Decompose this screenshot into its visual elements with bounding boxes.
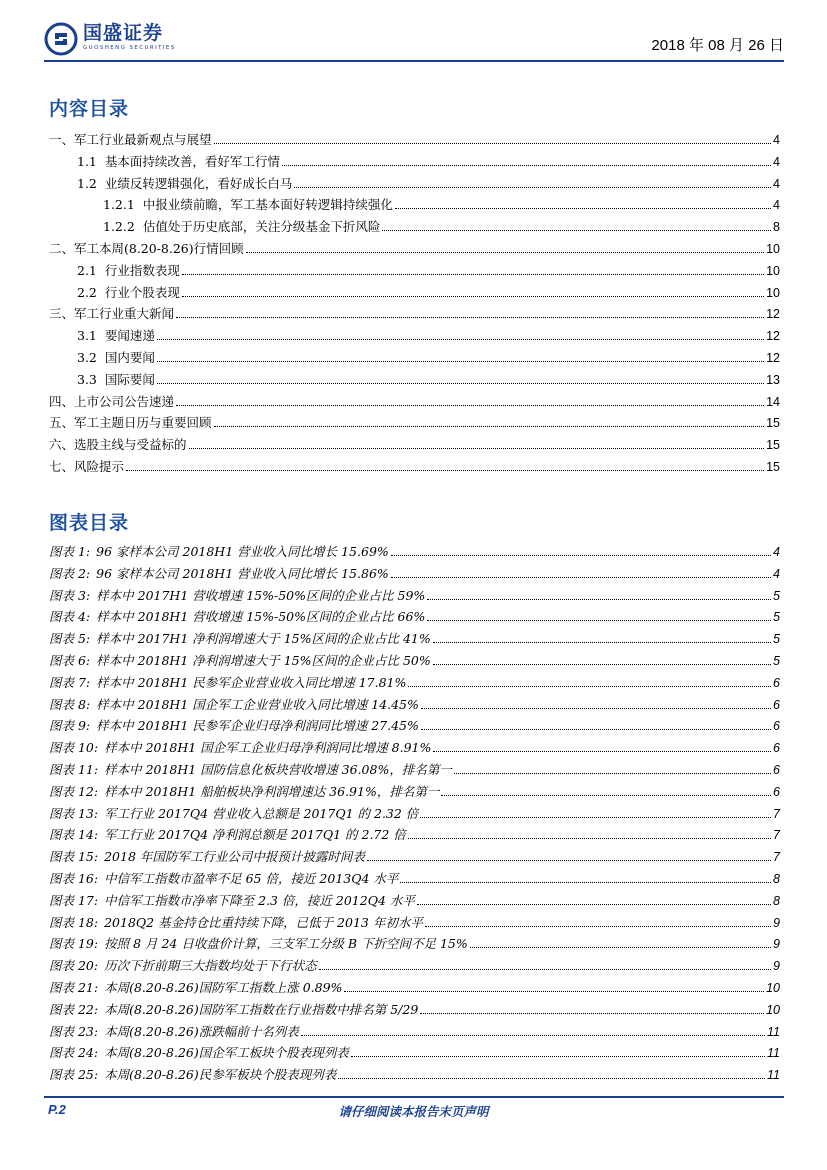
- entry-page-number: 4: [773, 133, 780, 147]
- toc-entry[interactable]: [49, 130, 780, 152]
- dot-leader: [427, 599, 771, 600]
- entry-page-number: 5: [773, 632, 780, 647]
- entry-number: 图表 21:: [49, 979, 99, 995]
- dot-leader: [391, 577, 771, 578]
- entry-title: 按照 8 月 24 日收盘价计算，三支军工分级 B 下折空间不足 15%: [104, 936, 468, 952]
- figure-entry[interactable]: [49, 978, 780, 1000]
- entry-title: 2018Q2 基金持仓比重持续下降，已低于 2013 年初水平: [104, 914, 423, 930]
- toc-entry[interactable]: [49, 195, 780, 217]
- dot-leader: [408, 686, 771, 687]
- report-date: 2018 年 08 月 26 日: [651, 37, 784, 54]
- contents-title: 内容目录: [49, 98, 130, 120]
- entry-number: 图表 16:: [49, 870, 99, 886]
- figure-entry[interactable]: [49, 564, 780, 586]
- entry-page-number: 12: [766, 350, 780, 365]
- toc-entry[interactable]: [49, 174, 780, 196]
- dot-leader: [176, 405, 764, 406]
- entry-number: 图表 22:: [49, 1001, 99, 1017]
- entry-title: 国内要闻: [104, 349, 155, 365]
- toc-entry[interactable]: [49, 392, 780, 414]
- entry-number: 图表 19:: [49, 936, 99, 952]
- entry-number: 图表 15:: [49, 849, 99, 865]
- entry-page-number: 6: [773, 675, 780, 690]
- entry-number: 图表 1:: [49, 544, 91, 559]
- entry-title: 96 家样本公司 2018H1 营业收入同比增长 15.69%: [96, 544, 389, 559]
- entry-title: 五、军工主题日历与重要回顾: [49, 415, 212, 431]
- entry-number: 1.2: [77, 175, 97, 191]
- entry-page-number: 15: [766, 459, 780, 474]
- dot-leader: [425, 926, 771, 927]
- entry-number: 3.3: [77, 371, 97, 387]
- company-logo: [44, 22, 176, 62]
- entry-page-number: 8: [773, 893, 780, 908]
- entry-title: 要闻速递: [104, 328, 155, 344]
- figure-entry[interactable]: [49, 607, 780, 629]
- toc-entry[interactable]: [49, 413, 780, 435]
- figure-entry[interactable]: [49, 695, 780, 717]
- dot-leader: [157, 383, 764, 384]
- entry-title: 军工行业 2017Q4 营业收入总额是 2017Q1 的 2.32 倍: [104, 805, 419, 821]
- dot-leader: [282, 165, 771, 166]
- page-header: [44, 22, 784, 62]
- entry-title: 样本中 2018H1 净利润增速大于 15%区间的企业占比 50%: [96, 652, 431, 668]
- toc-entry[interactable]: [49, 283, 780, 305]
- dot-leader: [338, 1078, 765, 1079]
- guosheng-logo-icon: [44, 22, 78, 56]
- entry-title: 2018 年国防军工行业公司中报预计披露时间表: [104, 849, 365, 865]
- entry-number: 图表 24:: [49, 1045, 99, 1061]
- entry-page-number: 15: [766, 438, 780, 453]
- entry-number: 1.2.2: [103, 219, 135, 235]
- entry-title: 四、上市公司公告速递: [49, 393, 175, 409]
- entry-number: 图表 5:: [49, 631, 91, 647]
- dot-leader: [433, 751, 771, 752]
- dot-leader: [344, 991, 764, 992]
- toc-entry[interactable]: [49, 457, 780, 479]
- dot-leader: [182, 296, 764, 297]
- entry-page-number: 6: [773, 719, 780, 734]
- figure-entry[interactable]: [49, 1043, 780, 1065]
- figure-entry[interactable]: [49, 869, 780, 891]
- dot-leader: [433, 664, 771, 665]
- dot-leader: [433, 642, 771, 643]
- entry-title: 样本中 2018H1 国企军工企业营业收入同比增速 14.45%: [96, 696, 419, 712]
- dot-leader: [420, 1013, 764, 1014]
- entry-title: 样本中 2018H1 国企军工企业归母净利润同比增速 8.91%: [104, 740, 432, 756]
- toc-entry[interactable]: [49, 370, 780, 392]
- dot-leader: [454, 773, 771, 774]
- entry-page-number: 10: [766, 263, 780, 278]
- entry-title: 中信军工指数市净率下降至 2.3 倍，接近 2012Q4 水平: [104, 892, 415, 908]
- dot-leader: [421, 708, 771, 709]
- entry-title: 一、军工行业最新观点与展望: [49, 132, 212, 147]
- figure-entry[interactable]: [49, 651, 780, 673]
- dot-leader: [319, 969, 771, 970]
- entry-number: 3.1: [77, 328, 97, 344]
- entry-page-number: 11: [767, 1024, 780, 1039]
- dot-leader: [395, 208, 771, 209]
- figure-entry[interactable]: [49, 716, 780, 738]
- figure-entry[interactable]: [49, 629, 780, 651]
- entry-title: 96 家样本公司 2018H1 营业收入同比增长 15.86%: [96, 565, 389, 581]
- header-divider: [44, 60, 784, 62]
- entry-page-number: 5: [773, 653, 780, 668]
- figure-entry[interactable]: [49, 760, 780, 782]
- dot-leader: [400, 882, 771, 883]
- figure-entry[interactable]: [49, 1022, 780, 1044]
- entry-page-number: 5: [773, 588, 780, 603]
- entry-title: 本周(8.20-8.26)国防军工指数上涨 0.89%: [104, 979, 343, 995]
- figure-entry[interactable]: [49, 673, 780, 695]
- entry-number: 图表 25:: [49, 1067, 99, 1083]
- entry-title: 本周(8.20-8.26)涨跌幅前十名列表: [104, 1023, 299, 1039]
- dot-leader: [351, 1056, 765, 1057]
- entry-page-number: 10: [766, 1002, 780, 1017]
- entry-title: 行业指数表现: [104, 262, 180, 278]
- figure-entry[interactable]: [49, 542, 780, 564]
- dot-leader: [176, 317, 764, 318]
- entry-page-number: 4: [773, 154, 780, 169]
- entry-number: 图表 18:: [49, 914, 99, 930]
- entry-title: 六、选股主线与受益标的: [49, 437, 187, 453]
- entry-page-number: 4: [773, 566, 780, 581]
- figure-entry[interactable]: [49, 738, 780, 760]
- entry-number: 图表 23:: [49, 1023, 99, 1039]
- entry-title: 军工行业 2017Q4 净利润总额是 2017Q1 的 2.72 倍: [104, 827, 406, 843]
- entry-number: 图表 4:: [49, 609, 91, 625]
- entry-page-number: 15: [766, 416, 780, 431]
- logo-english-name: GUOSHENG SECURITIES: [83, 45, 176, 51]
- toc-entry[interactable]: [49, 435, 780, 457]
- entry-page-number: 6: [773, 741, 780, 756]
- entry-number: 图表 13:: [49, 805, 99, 821]
- entry-page-number: 5: [773, 610, 780, 625]
- entry-number: 图表 9:: [49, 718, 91, 734]
- entry-page-number: 10: [766, 285, 780, 300]
- entry-number: 图表 10:: [49, 740, 99, 756]
- entry-page-number: 10: [766, 980, 780, 995]
- entry-number: 2.2: [77, 284, 97, 300]
- entry-page-number: 9: [773, 959, 780, 974]
- entry-page-number: 9: [773, 937, 780, 952]
- toc-entry[interactable]: [49, 239, 780, 261]
- dot-leader: [427, 620, 771, 621]
- entry-number: 图表 3:: [49, 587, 91, 603]
- entry-title: 样本中 2018H1 民参军企业营业收入同比增速 17.81%: [96, 674, 407, 690]
- figure-entry[interactable]: [49, 804, 780, 826]
- dot-leader: [417, 904, 771, 905]
- dot-leader: [421, 729, 771, 730]
- entry-number: 图表 11:: [49, 761, 99, 777]
- entry-page-number: 8: [773, 871, 780, 886]
- entry-title: 历次下折前期三大指数均处于下行状态: [104, 958, 317, 974]
- dot-leader: [182, 274, 764, 275]
- entry-title: 中报业绩前瞻，军工基本面好转逻辑持续强化: [142, 197, 393, 213]
- figure-entry[interactable]: [49, 956, 780, 978]
- figure-entry[interactable]: [49, 913, 780, 935]
- dot-leader: [214, 426, 765, 427]
- entry-page-number: 4: [773, 545, 780, 559]
- entry-title: 估值处于历史底部，关注分级基金下折风险: [142, 219, 381, 235]
- entry-title: 中信军工指数市盈率不足 65 倍，接近 2013Q4 水平: [104, 870, 399, 886]
- entry-title: 三、军工行业重大新闻: [49, 306, 175, 322]
- entry-title: 国际要闻: [104, 371, 155, 387]
- entry-page-number: 12: [766, 329, 780, 344]
- entry-title: 样本中 2018H1 民参军企业归母净利润同比增速 27.45%: [96, 718, 419, 734]
- entry-title: 本周(8.20-8.26)国防军工指数在行业指数中排名第 5/29: [104, 1001, 419, 1017]
- logo-chinese-name: 国盛证券: [83, 22, 164, 44]
- toc-entry[interactable]: [49, 261, 780, 283]
- dot-leader: [294, 187, 771, 188]
- dot-leader: [367, 860, 771, 861]
- dot-leader: [126, 470, 764, 471]
- entry-title: 七、风险提示: [49, 458, 125, 474]
- entry-page-number: 10: [766, 241, 780, 256]
- toc-entry[interactable]: [49, 326, 780, 348]
- footer-divider: [44, 1096, 784, 1098]
- entry-page-number: 6: [773, 697, 780, 712]
- dot-leader: [214, 143, 772, 144]
- entry-title: 样本中 2018H1 船舶板块净利润增速达 36.91%，排名第一: [104, 783, 440, 799]
- entry-number: 图表 7:: [49, 674, 91, 690]
- entry-page-number: 11: [767, 1046, 780, 1061]
- figure-entry[interactable]: [49, 1000, 780, 1022]
- dot-leader: [246, 252, 764, 253]
- entry-number: 3.2: [77, 349, 97, 365]
- dot-leader: [441, 795, 771, 796]
- entry-number: 图表 14:: [49, 827, 99, 843]
- entry-page-number: 7: [773, 828, 780, 843]
- entry-number: 图表 2:: [49, 565, 91, 581]
- entry-title: 基本面持续改善，看好军工行情: [104, 153, 280, 169]
- contents-list: [49, 130, 780, 479]
- toc-entry[interactable]: [49, 348, 780, 370]
- entry-number: 2.1: [77, 262, 97, 278]
- entry-title: 业绩反转逻辑强化，看好成长白马: [104, 175, 293, 191]
- entry-page-number: 4: [773, 198, 780, 213]
- dot-leader: [420, 817, 771, 818]
- dot-leader: [189, 448, 765, 449]
- entry-number: 1.1: [77, 153, 97, 169]
- entry-number: 图表 17:: [49, 892, 99, 908]
- entry-number: 图表 12:: [49, 783, 99, 799]
- dot-leader: [391, 555, 771, 556]
- figures-list: [49, 542, 780, 1087]
- dot-leader: [382, 230, 771, 231]
- entry-title: 样本中 2018H1 国防信息化板块营收增速 36.08%，排名第一: [104, 761, 452, 777]
- entry-number: 图表 20:: [49, 958, 99, 974]
- dot-leader: [157, 361, 764, 362]
- disclaimer-note: 请仔细阅读本报告末页声明: [338, 1104, 489, 1119]
- entry-page-number: 9: [773, 915, 780, 930]
- entry-page-number: 7: [773, 850, 780, 865]
- entry-page-number: 12: [766, 307, 780, 322]
- entry-title: 行业个股表现: [104, 284, 180, 300]
- figures-title: 图表目录: [49, 512, 130, 534]
- toc-entry[interactable]: [49, 152, 780, 174]
- entry-title: 样本中 2018H1 营收增速 15%-50%区间的企业占比 66%: [96, 609, 426, 625]
- dot-leader: [470, 947, 771, 948]
- figure-entry[interactable]: [49, 1065, 780, 1087]
- figure-entry[interactable]: [49, 782, 780, 804]
- entry-page-number: 4: [773, 176, 780, 191]
- figure-entry[interactable]: [49, 847, 780, 869]
- entry-number: 图表 8:: [49, 696, 91, 712]
- entry-page-number: 6: [773, 762, 780, 777]
- dot-leader: [408, 838, 771, 839]
- entry-page-number: 14: [766, 394, 780, 409]
- dot-leader: [301, 1035, 765, 1036]
- toc-entry[interactable]: [49, 304, 780, 326]
- entry-title: 本周(8.20-8.26)国企军工板块个股表现列表: [104, 1045, 349, 1061]
- entry-page-number: 7: [773, 806, 780, 821]
- toc-entry[interactable]: [49, 217, 780, 239]
- entry-page-number: 13: [766, 372, 780, 387]
- entry-title: 二、军工本周(8.20-8.26)行情回顾: [49, 240, 244, 256]
- entry-page-number: 11: [767, 1068, 780, 1083]
- entry-title: 本周(8.20-8.26)民参军板块个股表现列表: [104, 1067, 337, 1083]
- entry-number: 1.2.1: [103, 197, 135, 213]
- entry-title: 样本中 2017H1 营收增速 15%-50%区间的企业占比 59%: [96, 587, 426, 603]
- figure-entry[interactable]: [49, 934, 780, 956]
- entry-page-number: 6: [773, 784, 780, 799]
- entry-number: 图表 6:: [49, 652, 91, 668]
- entry-title: 样本中 2017H1 净利润增速大于 15%区间的企业占比 41%: [96, 631, 431, 647]
- figure-entry[interactable]: [49, 825, 780, 847]
- figure-entry[interactable]: [49, 891, 780, 913]
- entry-page-number: 8: [773, 220, 780, 235]
- page-number: P.2: [48, 1102, 66, 1117]
- figure-entry[interactable]: [49, 586, 780, 608]
- dot-leader: [157, 339, 764, 340]
